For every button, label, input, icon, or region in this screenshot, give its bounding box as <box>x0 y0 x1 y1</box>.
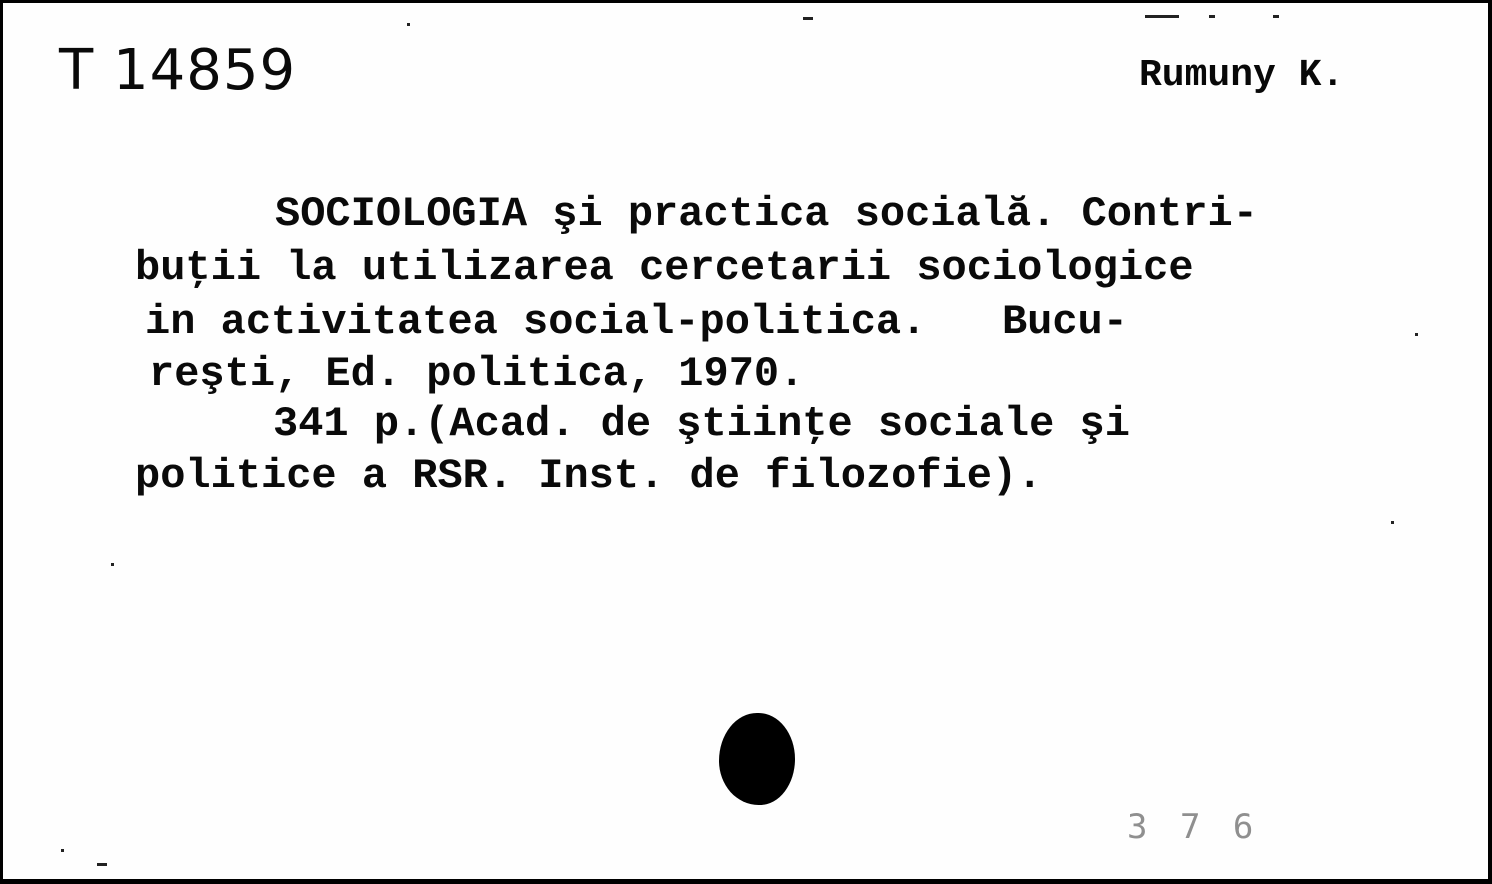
scan-speck <box>407 23 410 26</box>
entry-line: in activitatea social-politica. Bucu- <box>145 298 1128 346</box>
entry-line: 341 p.(Acad. de ştiinţe sociale şi <box>273 400 1130 448</box>
call-number: T 14859 <box>59 38 297 103</box>
scan-speck <box>97 863 107 866</box>
entry-line: politice a RSR. Inst. de filozofie). <box>135 452 1043 500</box>
scan-speck <box>1209 15 1215 18</box>
entry-line: buţii la utilizarea cercetarii sociologice <box>135 244 1194 292</box>
scan-speck <box>1415 333 1418 336</box>
shelf-mark: 3 7 6 <box>1127 807 1260 847</box>
entry-line: reşti, Ed. politica, 1970. <box>149 350 805 398</box>
scan-speck <box>61 849 64 852</box>
punch-hole <box>719 713 795 805</box>
scan-speck <box>1145 15 1179 18</box>
scan-speck <box>111 563 114 566</box>
scan-speck <box>1273 15 1279 18</box>
entry-line: SOCIOLOGIA şi practica socială. Contri- <box>275 190 1258 238</box>
scan-speck <box>803 17 813 20</box>
scan-speck <box>1391 521 1394 524</box>
language-tag: Rumuny K. <box>1139 54 1345 97</box>
